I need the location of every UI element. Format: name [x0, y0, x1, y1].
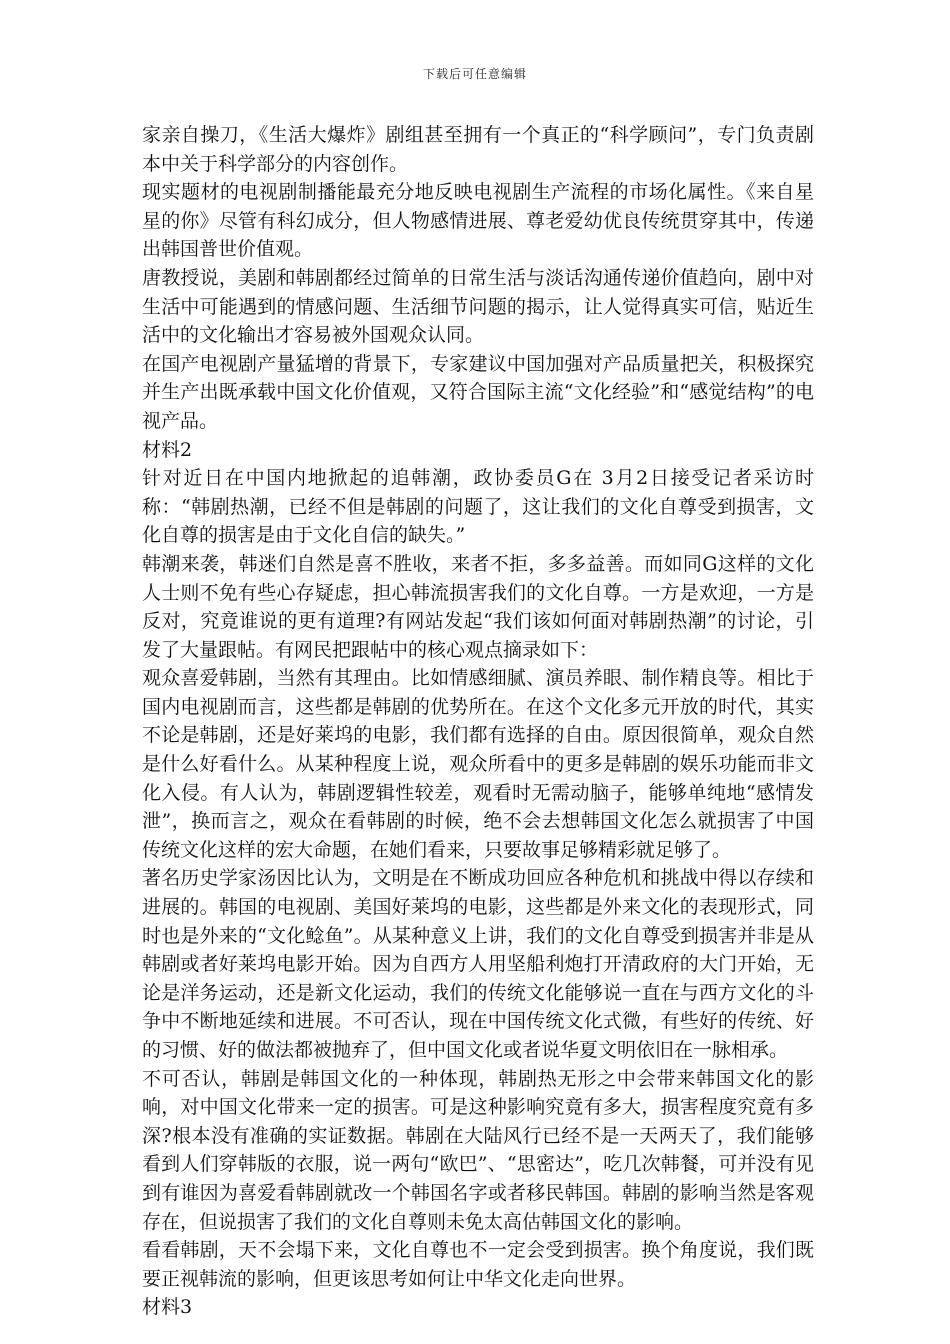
- paragraph: 唐教授说，美剧和韩剧都经过简单的日常生活与淡话沟通传递价值趋向，剧中对生活中可能遇到的情感问题、生活细节问题的揭示，让人觉得真实可信，贴近生活中的文化输出才容易被外国观众认同。: [142, 266, 814, 347]
- paragraph: 不可否认，韩剧是韩国文化的一种体现，韩剧热无形之中会带来韩国文化的影响，对中国文化带来一定的损害。可是这种影响究竟有多大，损害程度究竟有多深?根本没有准确的实证数据。韩剧在大陆风行已经不是一天两天了，我们能够看到人们穿韩版的衣服，说一两句“欧巴”、“思密达”，吃几次韩餐，可并没有见到有谁因为喜爱看韩剧就改一个韩国名字或者移民韩国。韩剧的影响当然是客观存在，但说损害了我们的文化自尊则未免太高估韩国文化的影响。: [142, 1067, 814, 1233]
- section-heading: 材料2: [142, 438, 193, 461]
- paragraph: 现实题材的电视剧制播能最充分地反映电视剧生产流程的市场化属性。《来自星星的你》尽管有科幻成分，但人物感情进展、尊老爱幼优良传统贯穿其中，传递出韩国普世价值观。: [142, 181, 814, 261]
- paragraph: 家亲自操刀，《生活大爆炸》剧组甚至拥有一个真正的“科学顾问”，专门负责剧本中关于科学部分的内容创作。: [142, 124, 814, 175]
- paragraph: 在国产电视剧产量猛增的背景下，专家建议中国加强对产品质量把关，积极探究并生产出既承载中国文化价值观，又符合国际主流“文化经验”和“感觉结构”的电视产品。: [142, 352, 814, 432]
- page-header: 下载后可任意编辑: [422, 67, 527, 81]
- paragraph: 观众喜爱韩剧，当然有其理由。比如情感细腻、演员养眼、制作精良等。相比于国内电视剧而言，这些都是韩剧的优势所在。在这个文化多元开放的时代，其实不论是韩剧，还是好莱坞的电影，我们都有选择的自由。原因很简单，观众自然是什么好看什么。从某种程度上说，观众所看中的更多是韩剧的娱乐功能而非文化入侵。有人认为，韩剧逻辑性较差，观看时无需动脑子，能够单纯地“感情发泄”，换而言之，观众在看韩剧的时候，绝不会去想韩国文化怎么就损害了中国传统文化这样的宏大命题，在她们看来，只要故事足够精彩就足够了。: [142, 667, 814, 861]
- paragraph: 看看韩剧，天不会塌下来，文化自尊也不一定会受到损害。换个角度说，我们既要正视韩流的影响，但更该思考如何让中华文化走向世界。: [142, 1239, 814, 1290]
- paragraph: 针对近日在中国内地掀起的追韩潮，政协委员G在 3月2日接受记者采访时称：“韩剧热潮，已经不但是韩剧的问题了，这让我们的文化自尊受到损害，文化自尊的损害是由于文化自信的缺失。”: [142, 467, 814, 547]
- document-body: [142, 121, 814, 1322]
- paragraph: 著名历史学家汤因比认为，文明是在不断成功回应各种危机和挑战中得以存续和进展的。韩国的电视剧、美国好莱坞的电影，这些都是外来文化的表现形式，同时也是外来的“文化鲶鱼”。从某种意义上讲，我们的文化自尊受到损害并非是从韩剧或者好莱坞电影开始。因为自西方人用坚船利炮打开清政府的大门开始，无论是洋务运动，还是新文化运动，我们的传统文化能够说一直在与西方文化的斗争中不断地延续和进展。不可否认，现在中国传统文化式微，有些好的传统、好的习惯、好的做法都被抛弃了，但中国文化或者说华夏文明依旧在一脉相承。: [142, 867, 814, 1061]
- paragraph: 韩潮来袭，韩迷们自然是喜不胜收，来者不拒，多多益善。而如同G这样的文化人士则不免有些心存疑虑，担心韩流损害我们的文化自尊。一方是欢迎，一方是反对，究竟谁说的更有道理?有网站发起“我们该如何面对韩剧热潮”的讨论，引发了大量跟帖。有网民把跟帖中的核心观点摘录如下：: [142, 552, 814, 661]
- section-heading: 材料3: [142, 1296, 193, 1319]
